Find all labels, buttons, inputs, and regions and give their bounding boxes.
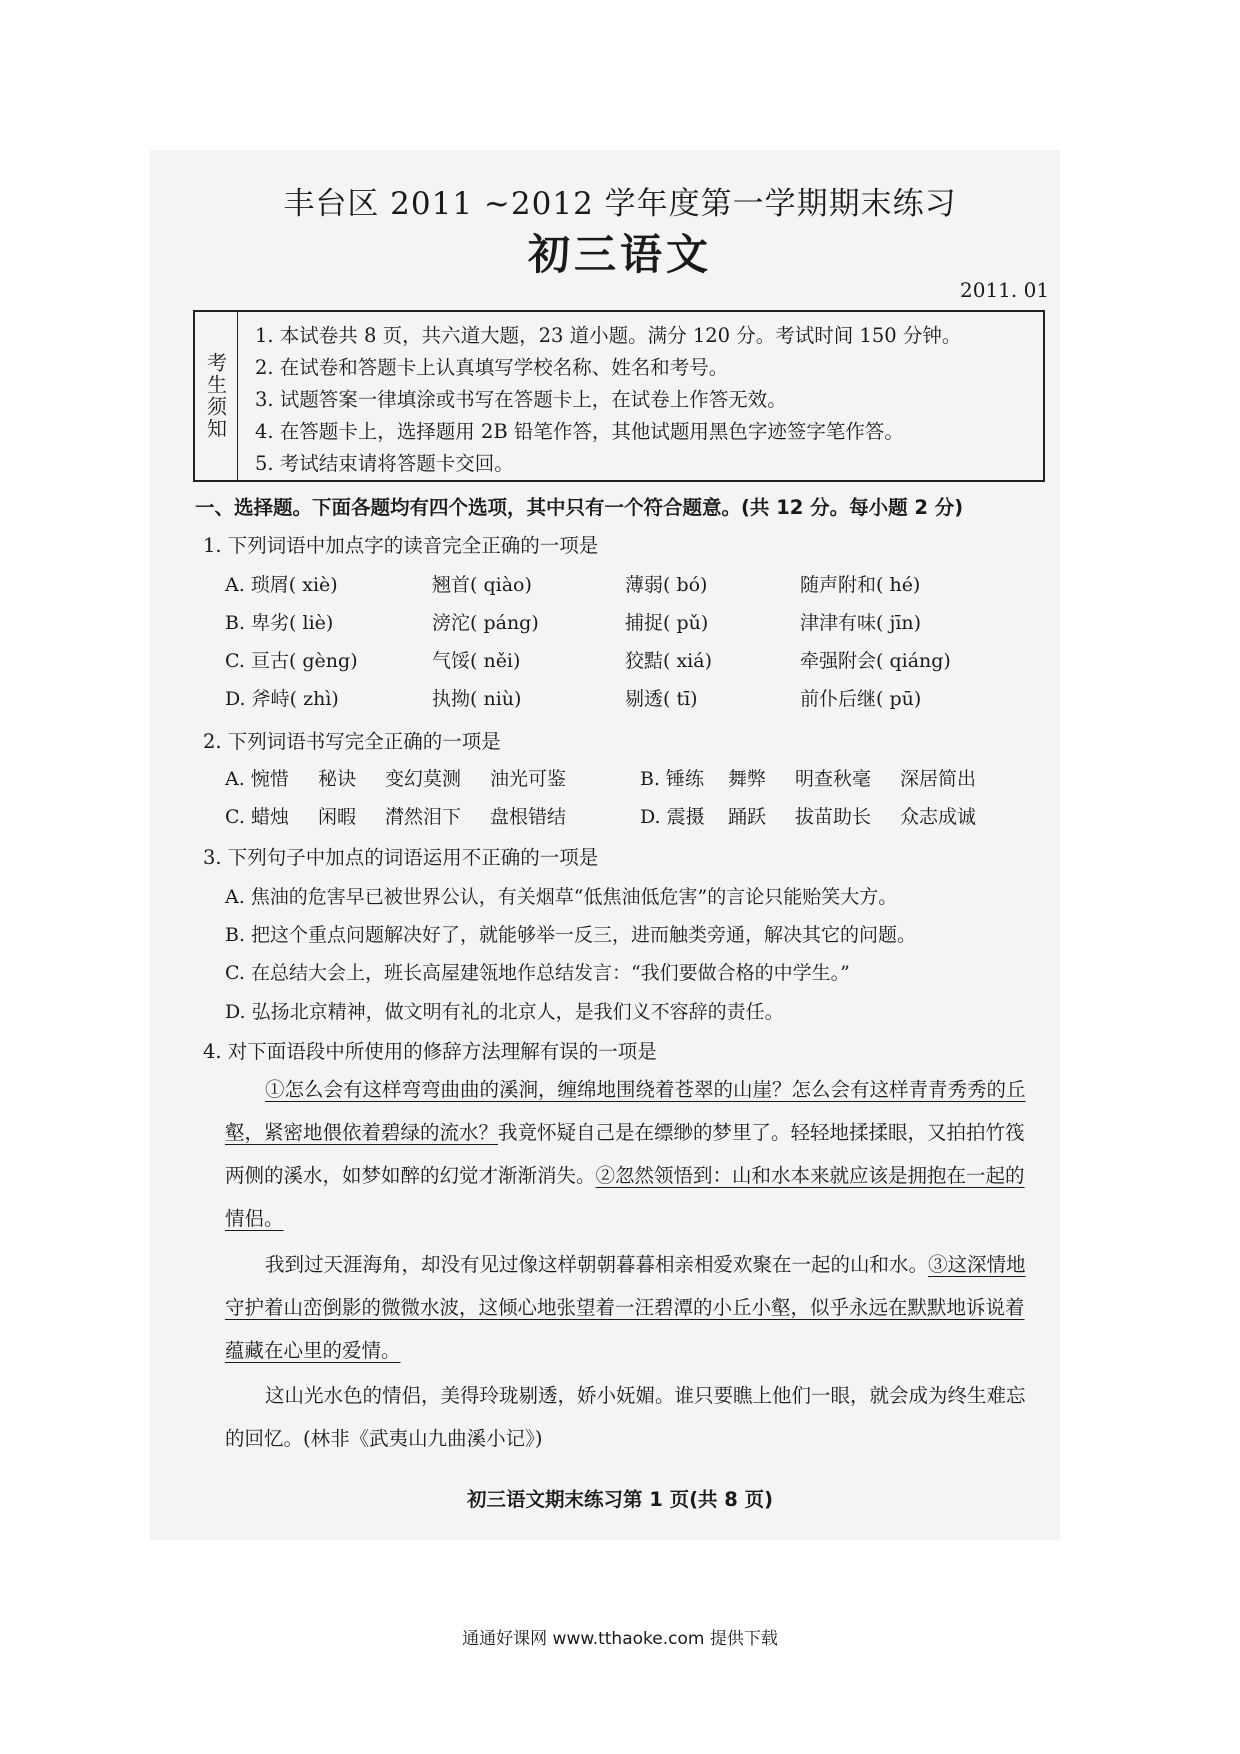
exam-subject: 初三语文 [527, 230, 712, 279]
question-2-stem: 2. 下列词语书写完全正确的一项是 [203, 730, 501, 753]
option-cell: 执拗( niù) [432, 688, 522, 710]
option-cell: 捕捉( pǔ) [625, 612, 709, 634]
option-cell: 踊跃 [728, 806, 767, 828]
option-cell: 气馁( něi) [432, 650, 521, 672]
underlined-sentence: ③这深情地守护着山峦倒影的微微水波，这倾心地张望着一汪碧潭的小丘小壑，似乎永远在默默地诉说着蕴藏在心里的爱情。 [225, 1253, 1026, 1362]
passage-paragraph [225, 1243, 1035, 1372]
option-cell: C. 亘古( gèng) [225, 650, 358, 672]
notice-item: 2. 在试卷和答题卡上认真填写学校名称、姓名和考号。 [255, 356, 729, 379]
option-cell: B. 锤练 [640, 768, 705, 790]
option-cell: 众志成诚 [900, 806, 977, 828]
exam-title: 丰台区 2011 ~2012 学年度第一学期期末练习 [283, 186, 957, 222]
option-cell: 秘诀 [318, 768, 357, 790]
notice-items [255, 320, 961, 480]
option-cell: 深居简出 [900, 768, 977, 790]
passage-paragraph: 这山光水色的情侣，美得玲珑剔透，娇小妩媚。谁只要瞧上他们一眼，就会成为终生难忘的回忆。(林非《武夷山九曲溪小记》) [225, 1384, 1026, 1450]
option-c: C. 在总结大会上，班长高屋建瓴地作总结发言：“我们要做合格的中学生。” [225, 962, 850, 984]
option-cell: A. 惋惜 [225, 768, 289, 790]
option-d: D. 弘扬北京精神，做文明有礼的北京人，是我们义不容辞的责任。 [225, 1001, 784, 1023]
option-a: A. 焦油的危害早已被世界公认，有关烟草“低焦油低危害”的言论只能贻笑大方。 [225, 886, 898, 908]
option-cell: 牵强附会( qiáng) [800, 650, 951, 672]
candidate-notice-box [193, 310, 1045, 482]
notice-item: 3. 试题答案一律填涂或书写在答题卡上，在试卷上作答无效。 [255, 388, 787, 411]
notice-item: 4. 在答题卡上，选择题用 2B 铅笔作答，其他试题用黑色字迹签字笔作答。 [255, 420, 904, 443]
passage-paragraph [225, 1068, 1035, 1240]
question-4-stem: 4. 对下面语段中所使用的修辞方法理解有误的一项是 [203, 1040, 657, 1063]
question-1-stem: 1. 下列词语中加点字的读音完全正确的一项是 [203, 534, 599, 557]
option-cell: B. 卑劣( liè) [225, 612, 334, 634]
underlined-sentence: ②忽然领悟到：山和水本来就应该是拥抱在一起的情侣。 [225, 1164, 1025, 1230]
option-cell: 滂沱( páng) [432, 612, 539, 634]
option-cell: 薄弱( bó) [625, 574, 708, 596]
notice-label: 考生须知 [195, 312, 238, 480]
option-cell: 狡黠( xiá) [625, 650, 712, 672]
exam-date: 2011. 01 [960, 278, 1050, 302]
option-cell: 闲暇 [318, 806, 357, 828]
option-cell: C. 蜡烛 [225, 806, 289, 828]
option-b: B. 把这个重点问题解决好了，就能够举一反三，进而触类旁通，解决其它的问题。 [225, 924, 917, 946]
option-cell: 拔苗助长 [795, 806, 872, 828]
option-cell: 明查秋毫 [795, 768, 872, 790]
option-cell: D. 震摄 [640, 806, 705, 828]
notice-item: 1. 本试卷共 8 页，共六道大题，23 道小题。满分 120 分。考试时间 150 分钟。 [255, 324, 962, 347]
underlined-sentence: ①怎么会有这样弯弯曲曲的溪涧，缠绵地围绕着苍翠的山崖？怎么会有这样青青秀秀的丘壑，紧密地偎依着碧绿的流水？ [225, 1078, 1026, 1144]
option-cell: A. 琐屑( xiè) [225, 574, 338, 596]
option-cell: 盘根错结 [490, 806, 567, 828]
option-cell: D. 斧峙( zhì) [225, 688, 339, 710]
page-footer: 初三语文期末练习第 1 页(共 8 页) [466, 1488, 774, 1511]
option-cell: 前仆后继( pū) [800, 688, 922, 710]
option-cell: 油光可鉴 [490, 768, 567, 790]
option-cell: 随声附和( hé) [800, 574, 921, 596]
option-cell: 潸然泪下 [385, 806, 462, 828]
download-note: 通通好课网 www.tthaoke.com 提供下载 [462, 1629, 778, 1649]
question-3-stem: 3. 下列句子中加点的词语运用不正确的一项是 [203, 846, 599, 869]
option-cell: 变幻莫测 [385, 768, 462, 790]
option-cell: 舞弊 [728, 768, 767, 790]
option-cell: 翘首( qiào) [432, 574, 532, 596]
option-cell: 剔透( tī) [625, 688, 698, 710]
passage-text: 我到过天涯海角，却没有见过像这样朝朝暮暮相亲相爱欢聚在一起的山和水。 [265, 1253, 929, 1276]
passage-text: 我竟怀疑自己是在缥缈的梦里了。轻轻地揉揉眼，又拍拍竹筏两侧的溪水，如梦如醉的幻觉才渐渐消失。 [225, 1121, 1025, 1187]
option-cell: 津津有味( jīn) [800, 612, 922, 634]
section-heading: 一、选择题。下面各题均有四个选项，其中只有一个符合题意。(共 12 分。每小题 2 分) [195, 496, 964, 519]
notice-item: 5. 考试结束请将答题卡交回。 [255, 452, 514, 475]
